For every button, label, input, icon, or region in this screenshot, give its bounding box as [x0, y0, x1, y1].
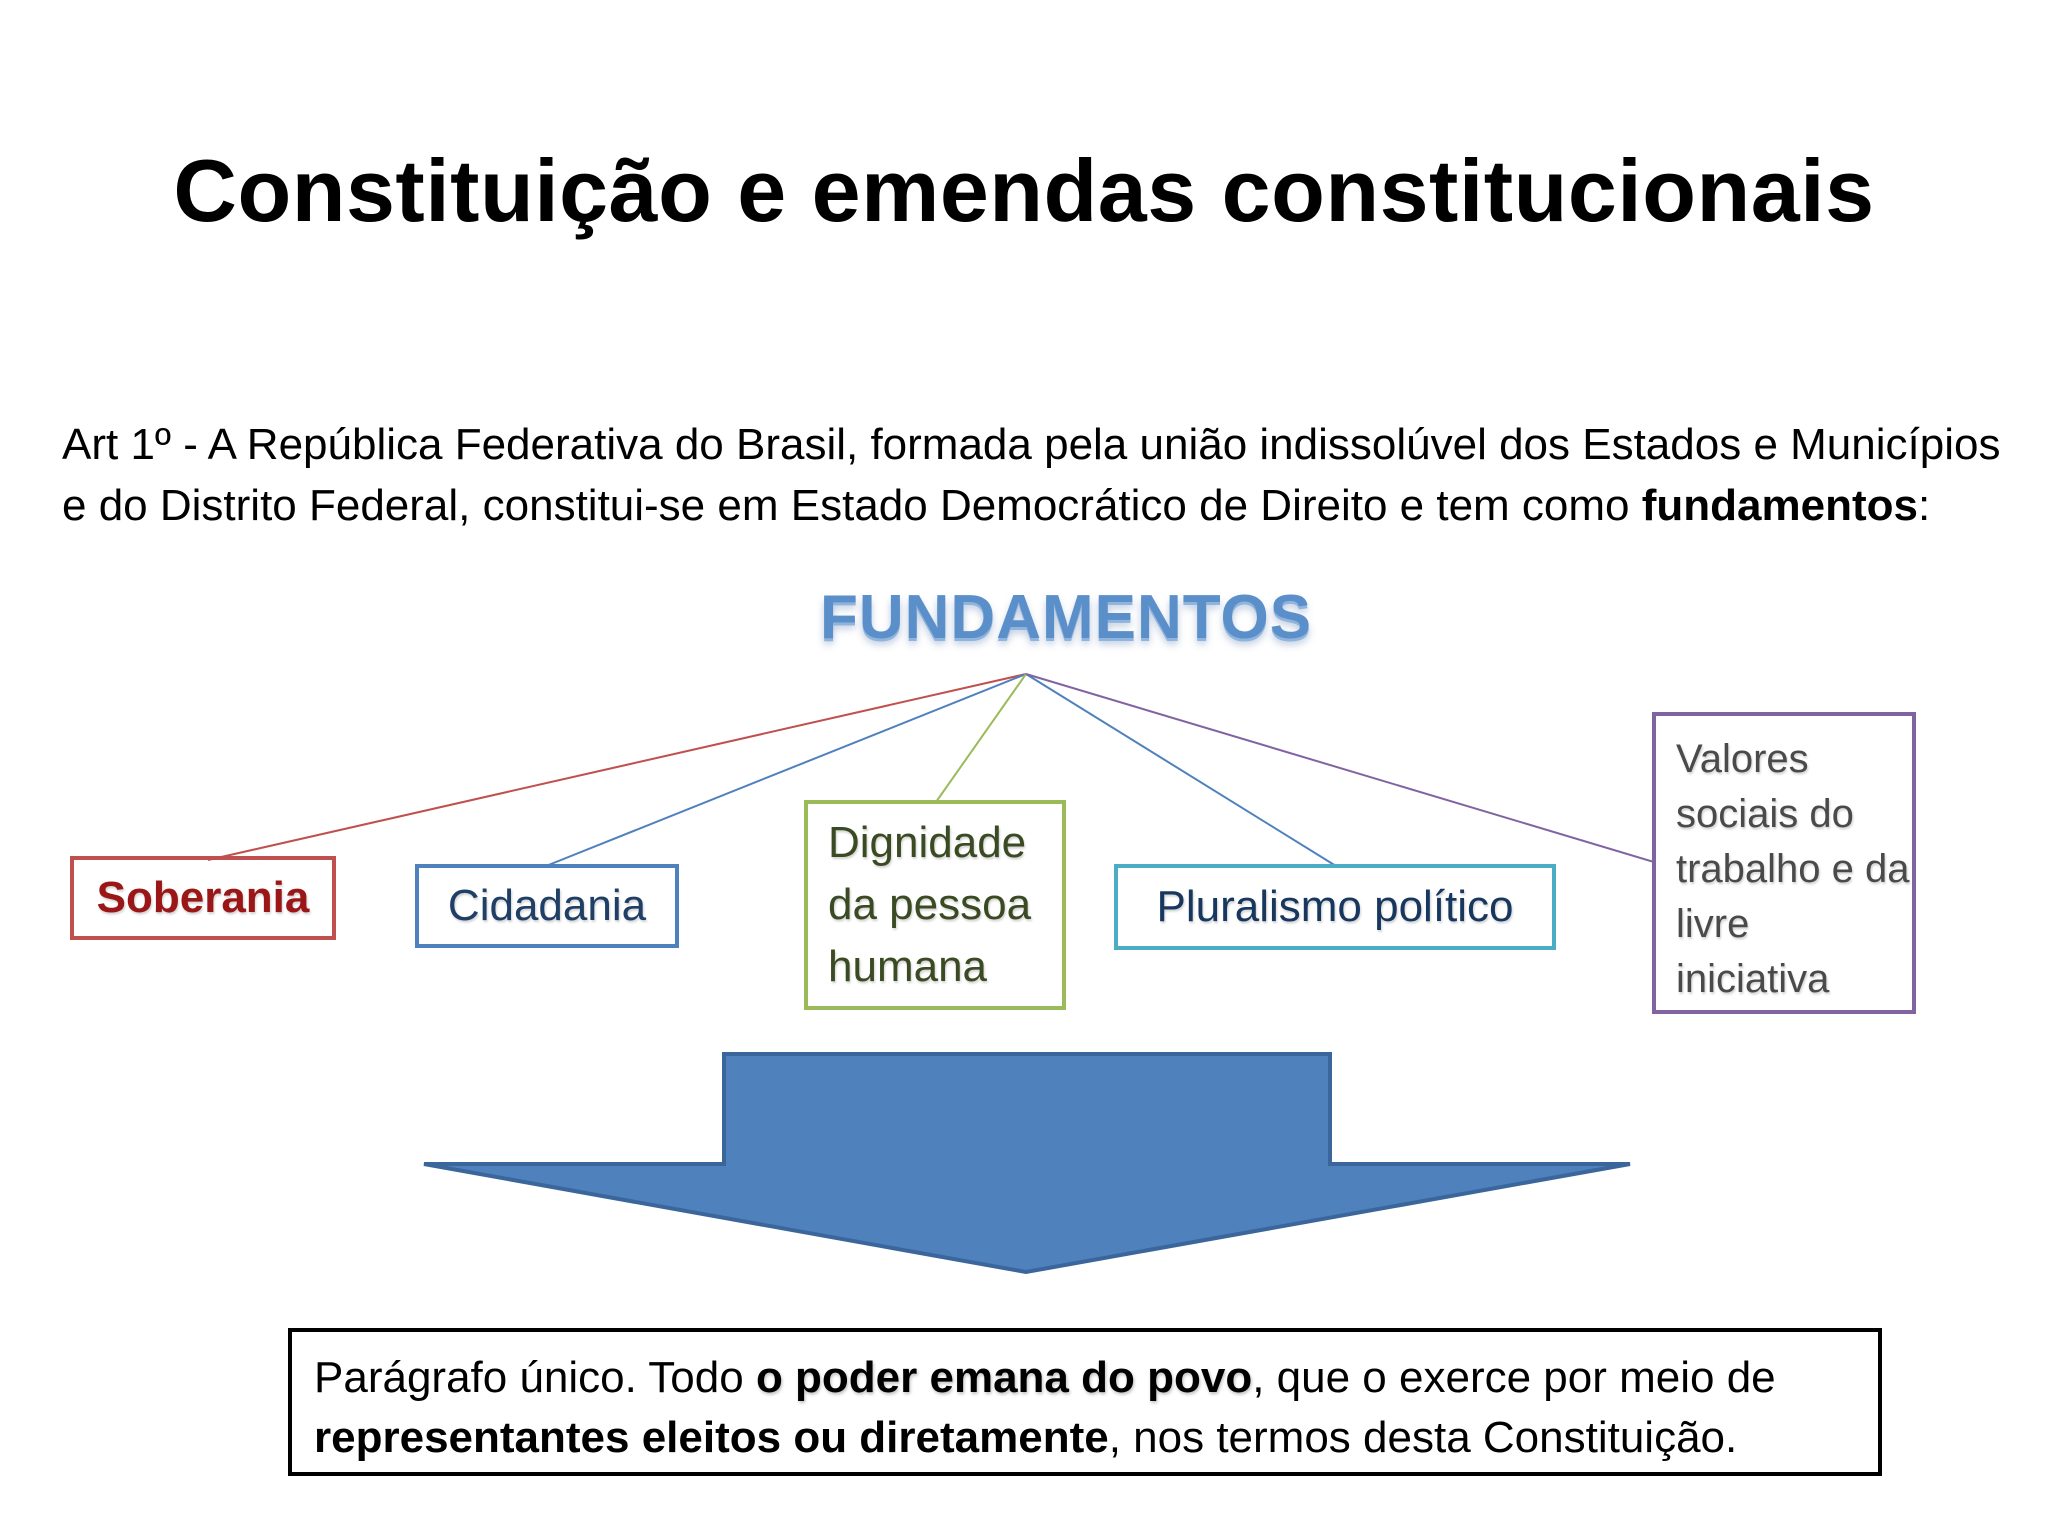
article-end: : [1917, 481, 1931, 530]
article-bold: fundamentos [1641, 481, 1918, 530]
fundamento-cidadania: Cidadania [415, 864, 679, 948]
fundamentos-heading: FUNDAMENTOS [820, 583, 1313, 652]
paragraph-start: Parágrafo único. Todo [314, 1353, 756, 1402]
fundamento-valores: Valores sociais do trabalho e da livre iniciativa [1652, 712, 1916, 1014]
connector-pluralismo [1026, 674, 1336, 866]
slide-title: Constituição e emendas constitucionais [173, 141, 1875, 240]
fundamento-soberania: Soberania [70, 856, 336, 940]
paragraph-mid: , que o exerce por meio de [1252, 1353, 1776, 1402]
paragraph-unico [288, 1328, 1882, 1476]
paragraph-end: , nos termos desta Constituição. [1108, 1413, 1738, 1462]
paragraph-highlight: o poder emana do povo [755, 1353, 1253, 1402]
fundamento-pluralismo: Pluralismo político [1114, 864, 1556, 950]
connector-valores [1026, 674, 1654, 862]
paragraph-bold: representantes eleitos ou diretamente [314, 1413, 1109, 1462]
fundamento-dignidade: Dignidade da pessoa humana [804, 800, 1066, 1010]
down-arrow [424, 1054, 1630, 1272]
article-body: Art 1º - A República Federativa do Brasil, formada pela união indissolúvel dos Estados e Municípios e do Distrito Federal, constitui-se em Estado Democrático de Direito e tem como [62, 420, 2001, 530]
connector-dignidade [936, 674, 1026, 802]
